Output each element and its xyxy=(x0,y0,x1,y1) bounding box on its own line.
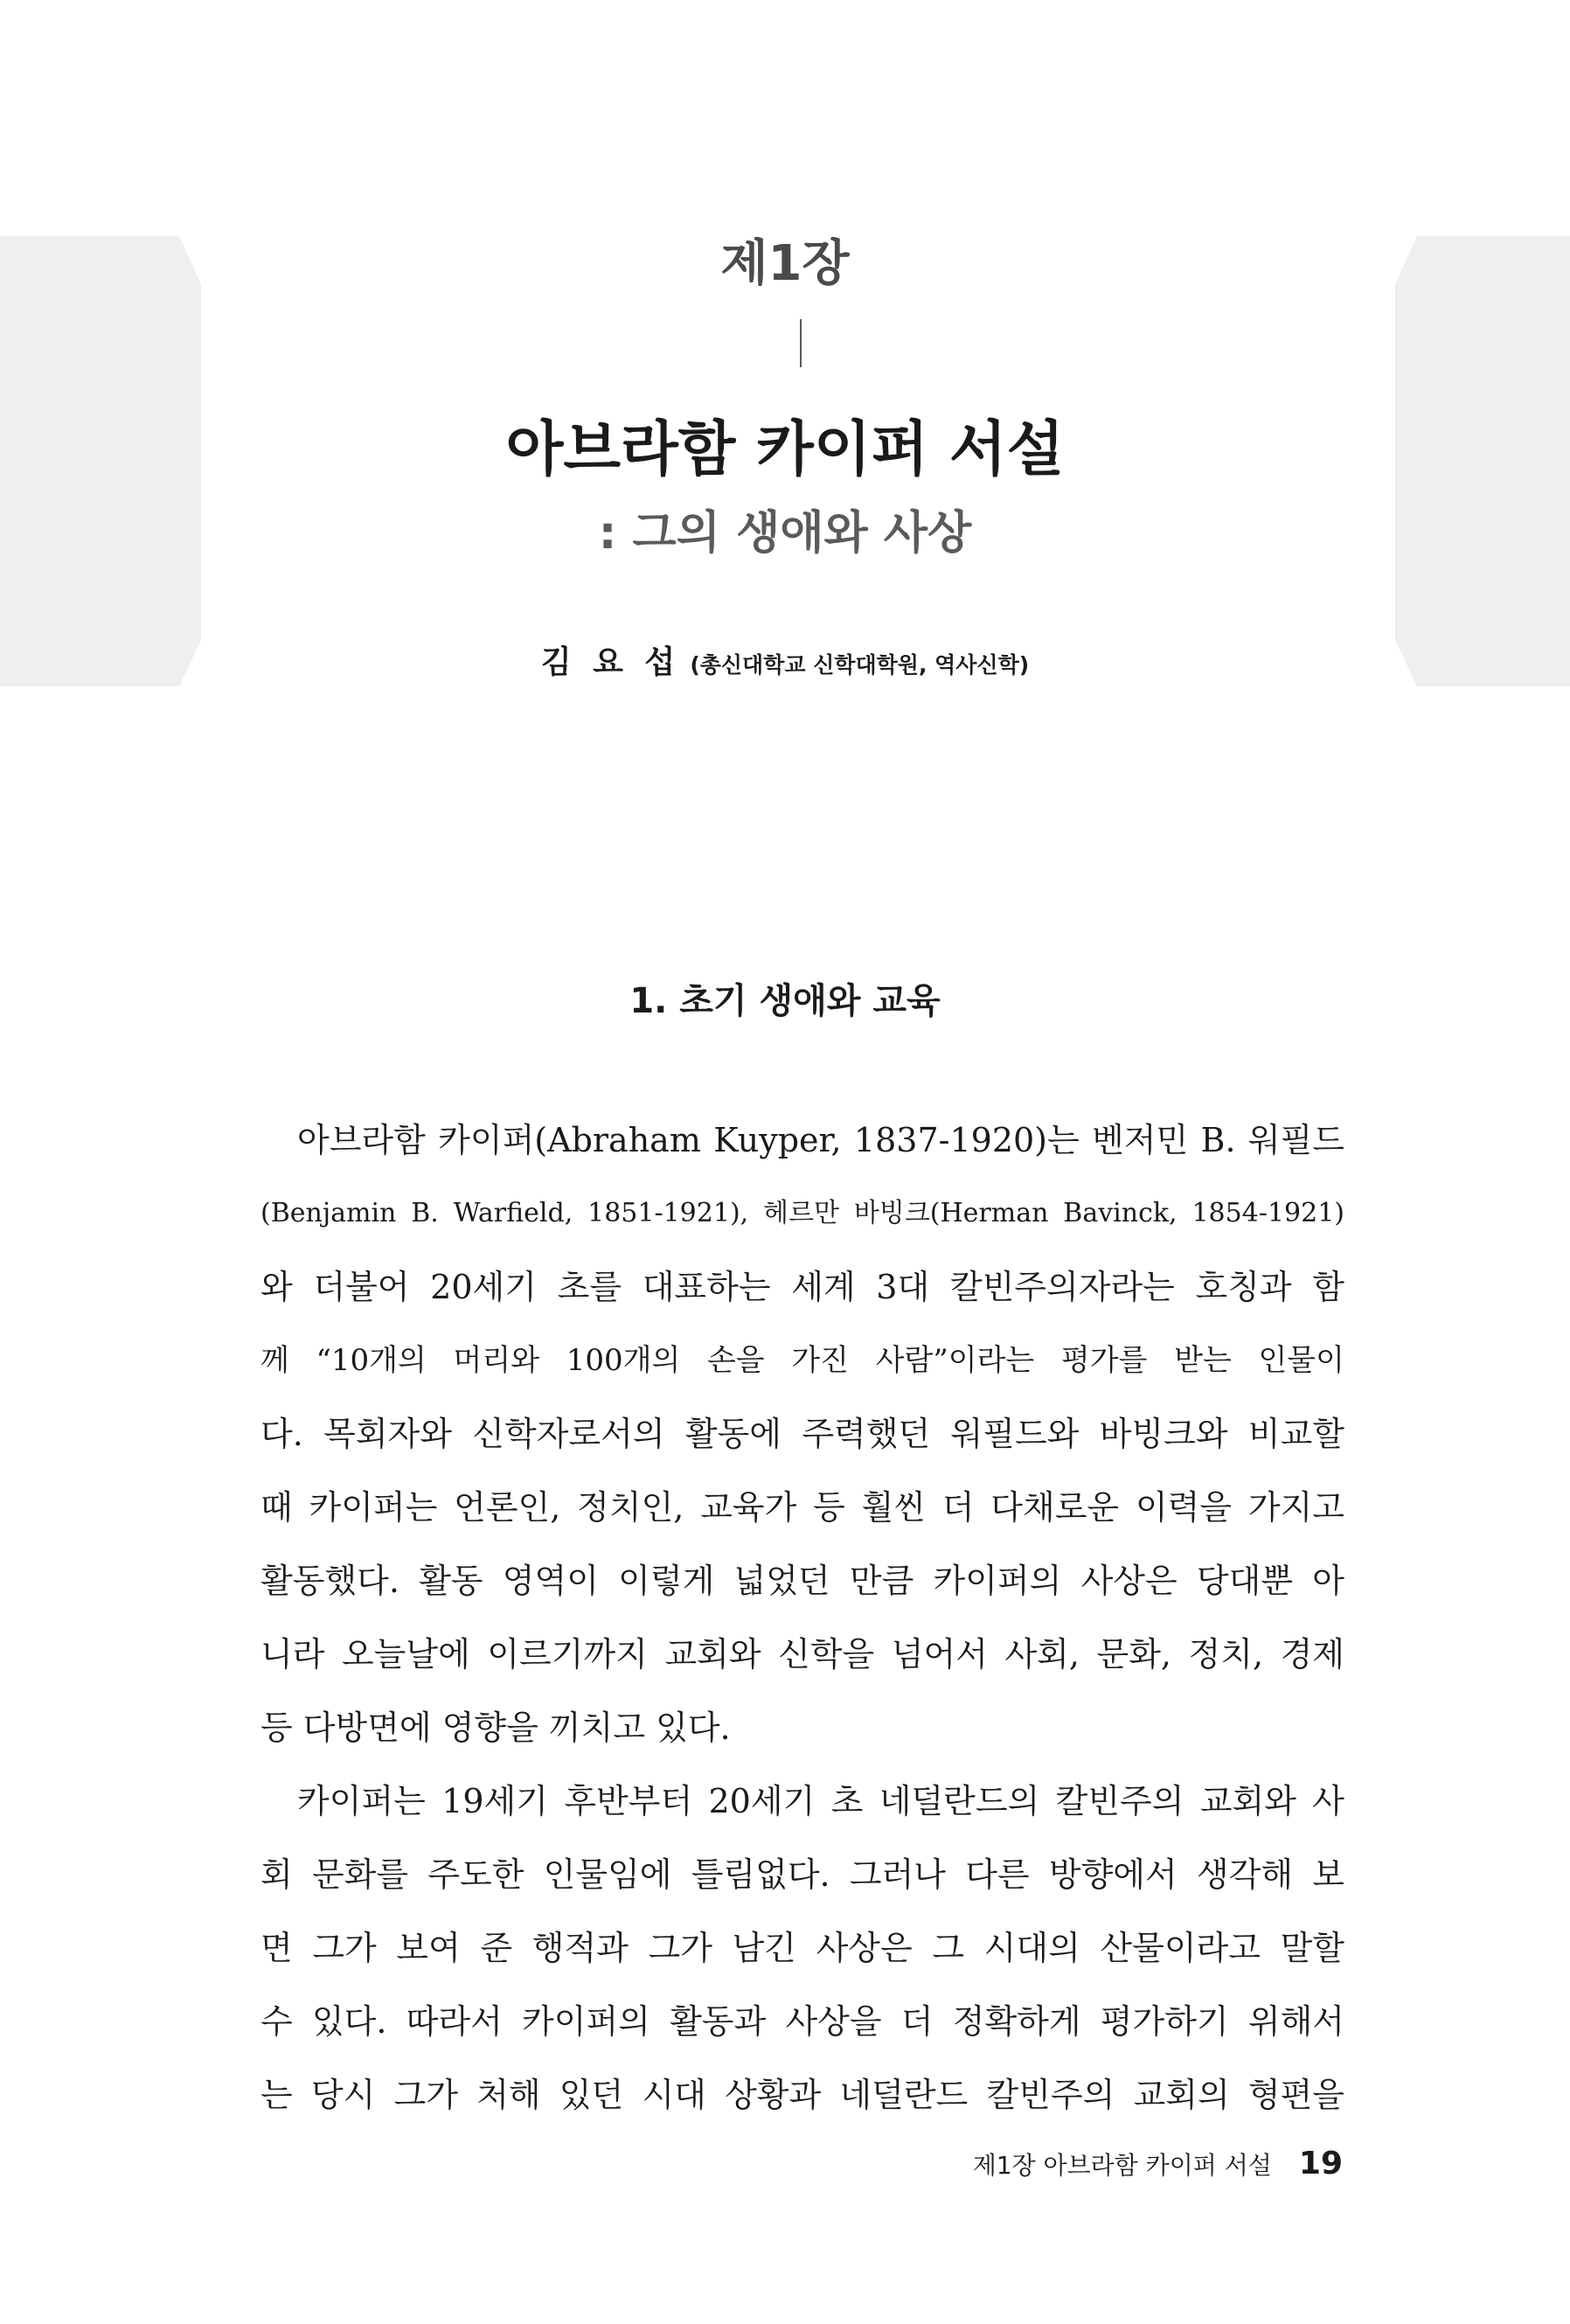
page-number: 19 xyxy=(1298,2146,1343,2181)
author-affiliation: (총신대학교 신학대학원, 역사신학) xyxy=(690,652,1030,678)
body-line: 아브라함 카이퍼(Abraham Kuyper, 1837-1920)는 벤저민 B. 워필드 xyxy=(297,1121,1344,1159)
chapter-divider xyxy=(800,319,802,367)
page-footer xyxy=(973,2138,1343,2195)
body-text xyxy=(261,1103,1344,2132)
body-line: 니라 오늘날에 이르기까지 교회와 신학을 넘어서 사회, 문화, 정치, 경제 xyxy=(261,1635,1344,1673)
body-line: 카이퍼는 19세기 후반부터 20세기 초 네덜란드의 칼빈주의 교회와 사 xyxy=(297,1782,1344,1820)
body-line: 수 있다. 따라서 카이퍼의 활동과 사상을 더 정확하게 평가하기 위해서 xyxy=(261,2002,1344,2041)
body-line: 면 그가 보여 준 행적과 그가 남긴 사상은 그 시대의 산물이라고 말할 xyxy=(261,1929,1344,1967)
author-line xyxy=(0,637,1570,694)
body-line: 와 더불어 20세기 초를 대표하는 세계 3대 칼빈주의자라는 호칭과 함 xyxy=(261,1268,1344,1306)
body-line: 는 당시 그가 처해 있던 시대 상황과 네덜란드 칼빈주의 교회의 형편을 xyxy=(261,2076,1344,2114)
section-heading: 1. 초기 생애와 교육 xyxy=(629,981,941,1021)
chapter-subtitle: : 그의 생애와 사상 xyxy=(598,507,972,560)
body-line: (Benjamin B. Warfield, 1851-1921), 헤르만 바빙크(Herman Bavinck, 1854-1921) xyxy=(261,1198,1344,1228)
body-line: 활동했다. 활동 영역이 이렇게 넓었던 만큼 카이퍼의 사상은 당대뿐 아 xyxy=(261,1562,1344,1600)
body-line: 등 다방면에 영향을 끼치고 있다. xyxy=(261,1708,731,1747)
body-line: 회 문화를 주도한 인물임에 틀림없다. 그러나 다른 방향에서 생각해 보 xyxy=(261,1855,1344,1894)
author-name: 김 요 섭 xyxy=(540,644,681,680)
body-line: 께 “10개의 머리와 100개의 손을 가진 사람”이라는 평가를 받는 인물이 xyxy=(261,1343,1344,1378)
body-line: 다. 목회자와 신학자로서의 활동에 주력했던 워필드와 바빙크와 비교할 xyxy=(261,1415,1344,1453)
body-line: 때 카이퍼는 언론인, 정치인, 교육가 등 훨씬 더 다채로운 이력을 가지고 xyxy=(261,1488,1344,1527)
chapter-label: 제1장 xyxy=(720,235,850,292)
chapter-title: 아브라함 카이퍼 서설 xyxy=(505,415,1065,484)
running-title: 제1장 아브라함 카이퍼 서설 xyxy=(972,2151,1272,2180)
